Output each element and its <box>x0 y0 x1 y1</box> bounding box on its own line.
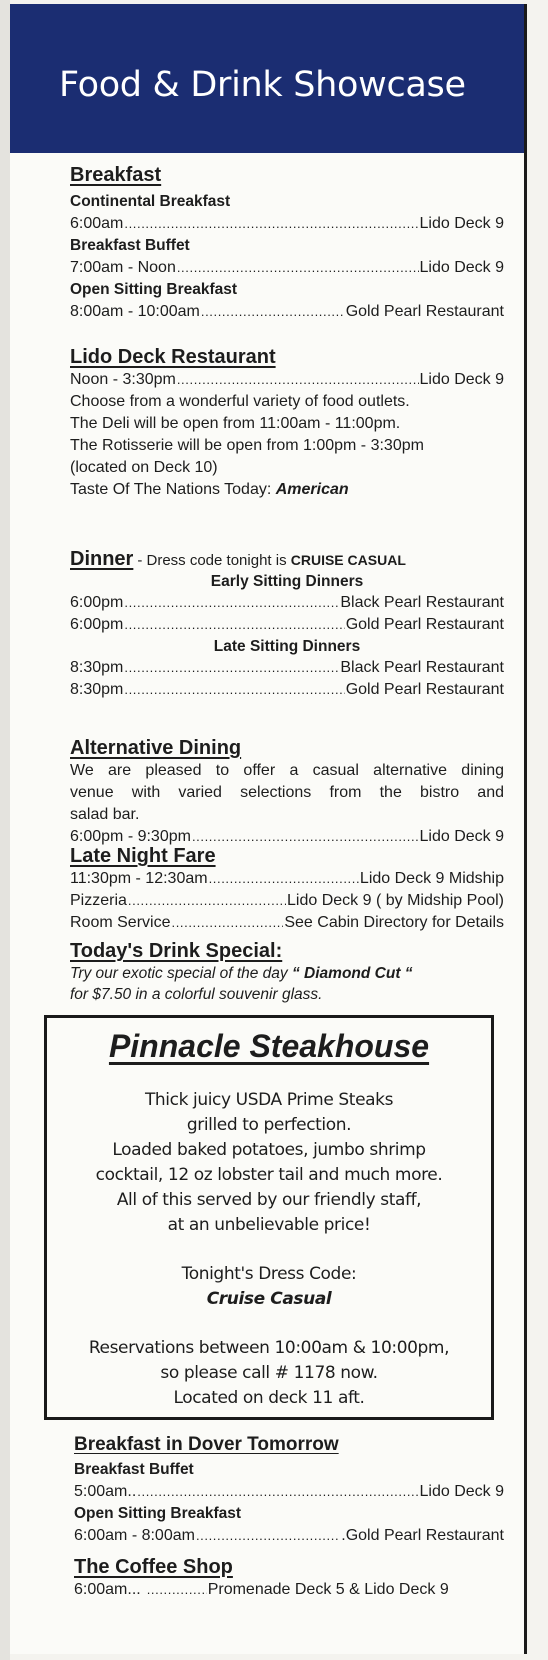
location: Lido Deck 9 <box>419 828 504 845</box>
item-name: Breakfast Buffet <box>74 1461 194 1478</box>
nations-line <box>70 479 504 501</box>
dinner-heading: Dinner <box>70 548 134 570</box>
description-line: Thick juicy USDA Prime Steaks <box>144 1090 394 1110</box>
time: 6:00pm <box>70 594 124 611</box>
schedule-row <box>70 592 504 614</box>
item-name: Open Sitting Breakfast <box>70 281 238 298</box>
dress-code-value: Cruise Casual <box>206 1289 332 1309</box>
dress-code-label: Tonight's Dress Code: <box>181 1264 357 1284</box>
time: Pizzeria <box>70 892 127 909</box>
time: 8:00am - 10:00am <box>70 303 200 320</box>
description-line: The Deli will be open from 11:00am - 11:00pm. <box>70 415 401 432</box>
description-line: cocktail, 12 oz lobster tail and much more. <box>95 1165 443 1185</box>
lido-heading: Lido Deck Restaurant <box>70 346 276 368</box>
location: Lido Deck 9 <box>419 259 504 276</box>
time: 6:00pm - 9:30pm <box>70 828 191 845</box>
item-name: Continental Breakfast <box>70 193 231 210</box>
location: Lido Deck 9 <box>419 215 504 232</box>
coffee-heading: The Coffee Shop <box>74 1556 233 1578</box>
item-name: Breakfast Buffet <box>70 237 190 254</box>
schedule-row <box>74 1525 504 1547</box>
location: Black Pearl Restaurant <box>340 594 504 611</box>
time: 7:00am - Noon <box>70 259 176 276</box>
reservation-line: Located on deck 11 aft. <box>173 1388 365 1408</box>
dress-code-note <box>137 552 406 569</box>
description-line: salad bar. <box>70 806 140 823</box>
time: 6:00am... <box>74 1581 141 1598</box>
description-line: grilled to perfection. <box>186 1115 352 1135</box>
time: 6:00pm <box>70 616 124 633</box>
page-title: Food & Drink Showcase <box>59 64 466 105</box>
schedule-row <box>70 213 504 235</box>
reservation-line: so please call # 1178 now. <box>160 1363 378 1383</box>
schedule-row <box>70 369 504 391</box>
location: Gold Pearl Restaurant <box>345 616 504 633</box>
dinner-section <box>70 547 504 701</box>
late-night-heading: Late Night Fare <box>70 845 216 867</box>
time: 8:30pm <box>70 659 124 676</box>
location: Lido Deck 9 <box>419 371 504 388</box>
description-line: Loaded baked potatoes, jumbo shrimp <box>112 1140 426 1160</box>
drink-price-line: for $7.50 in a colorful souvenir glass. <box>70 986 323 1003</box>
alternative-heading: Alternative Dining <box>70 737 242 759</box>
item-name: Open Sitting Breakfast <box>74 1505 242 1522</box>
nations-label: Taste Of The Nations Today: <box>70 481 272 498</box>
description-line: The Rotisserie will be open from 1:00pm - 3:30pm <box>70 437 424 454</box>
schedule-row <box>74 1481 504 1503</box>
lido-section <box>70 345 504 501</box>
dress-code: CRUISE CASUAL <box>290 552 406 568</box>
time: 11:30pm - 12:30am <box>70 870 208 887</box>
drink-intro: Try our exotic special of the day <box>70 965 288 982</box>
time: Noon - 3:30pm <box>70 371 176 388</box>
drink-name: “ Diamond Cut “ <box>292 965 413 982</box>
schedule-row <box>70 614 504 636</box>
time: 5:00am.. <box>74 1483 137 1500</box>
location: Black Pearl Restaurant <box>340 659 504 676</box>
header-banner <box>10 4 524 153</box>
time: Room Service <box>70 914 171 931</box>
nations-value: American <box>275 481 349 498</box>
drink-heading: Today's Drink Special: <box>70 940 283 962</box>
location: Promenade Deck 5 & Lido Deck 9 <box>207 1581 449 1598</box>
schedule-row <box>70 657 504 679</box>
early-heading: Early Sitting Dinners <box>210 573 364 590</box>
dress-code-prefix: - Dress code tonight is <box>137 552 287 569</box>
description-line: at an unbelievable price! <box>167 1215 371 1235</box>
tomorrow-section <box>74 1433 504 1547</box>
late-night-section <box>70 844 504 934</box>
reservation-line: Reservations between 10:00am & 10:00pm, <box>88 1338 450 1358</box>
steakhouse-heading: Pinnacle Steakhouse <box>108 1028 430 1064</box>
time: 6:00am - 8:00am <box>74 1527 195 1544</box>
schedule-row <box>74 1579 504 1601</box>
schedule-row <box>70 890 504 912</box>
drink-line <box>70 963 504 984</box>
schedule-row <box>70 868 504 890</box>
alternative-section <box>70 736 504 848</box>
description-line: venue with varied selections from the bistro and <box>70 784 504 801</box>
description-line: All of this served by our friendly staff, <box>116 1190 422 1210</box>
location: Lido Deck 9 Midship <box>359 870 504 887</box>
schedule-row <box>70 257 504 279</box>
time: 6:00am <box>70 215 124 232</box>
description-line: We are pleased to offer a casual alternative dining <box>70 762 504 779</box>
coffee-section <box>74 1555 504 1601</box>
schedule-row <box>70 301 504 323</box>
steakhouse-box <box>44 1015 494 1420</box>
tomorrow-heading: Breakfast in Dover Tomorrow <box>74 1434 339 1455</box>
dinner-header <box>70 547 504 571</box>
location: See Cabin Directory for Details <box>284 914 504 931</box>
description-line: (located on Deck 10) <box>70 459 218 476</box>
schedule-row <box>70 679 504 701</box>
location: Lido Deck 9 ( by Midship Pool) <box>287 892 504 909</box>
late-heading: Late Sitting Dinners <box>213 638 361 655</box>
location: Gold Pearl Restaurant <box>345 303 504 320</box>
breakfast-section <box>70 163 504 323</box>
location: Lido Deck 9 <box>419 1483 504 1500</box>
time: 8:30pm <box>70 681 124 698</box>
drink-section <box>70 939 504 1005</box>
schedule-row <box>70 912 504 934</box>
location: .Gold Pearl Restaurant <box>341 1527 504 1544</box>
location: Gold Pearl Restaurant <box>345 681 504 698</box>
scan-margin <box>0 0 10 1660</box>
description-line: Choose from a wonderful variety of food outlets. <box>70 393 410 410</box>
breakfast-heading: Breakfast <box>70 164 162 186</box>
